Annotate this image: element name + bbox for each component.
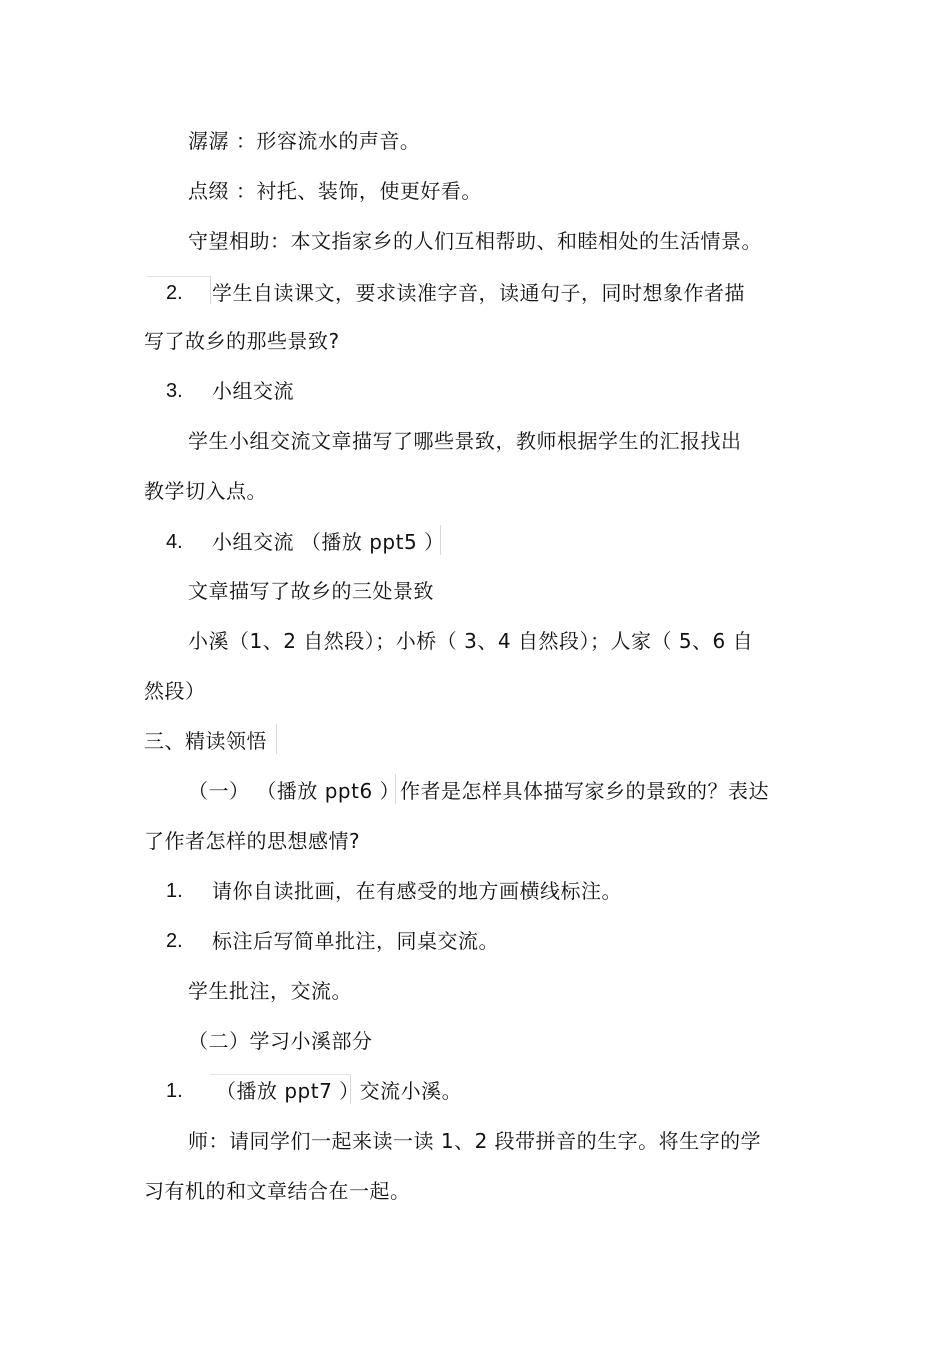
paragraph-line: 教学切入点。	[144, 479, 267, 503]
list-item-text: （播放 ppt7 ）交流小溪。	[216, 1079, 463, 1103]
paragraph-line: 了作者怎样的思想感情?	[144, 829, 361, 853]
list-number: 4.	[166, 531, 183, 553]
subsection-heading: （二）学习小溪部分	[188, 1029, 373, 1053]
paragraph-line: 师：请同学们一起来读一读 1、2 段带拼音的生字。将生字的学	[188, 1129, 762, 1153]
list-item-text: 请你自读批画，在有感受的地方画横线标注。	[212, 879, 622, 903]
list-number: 3.	[166, 380, 183, 402]
table-rule	[146, 276, 210, 277]
table-rule	[350, 1074, 351, 1104]
table-rule	[210, 1074, 350, 1075]
list-number: 1.	[166, 1080, 183, 1102]
paragraph-line: 然段）	[144, 679, 206, 703]
paragraph-line: 文章描写了故乡的三处景致	[188, 579, 434, 603]
paragraph-line: 写了故乡的那些景致?	[144, 329, 340, 353]
table-rule	[210, 276, 211, 304]
list-number: 2.	[166, 282, 183, 304]
paragraph-line: 习有机的和文章结合在一起。	[144, 1179, 411, 1203]
list-number: 2.	[166, 930, 183, 952]
list-item-text: 小组交流	[212, 379, 294, 403]
paragraph-line: 小溪（1、2 自然段）；小桥（ 3、4 自然段）；人家（ 5、6 自	[188, 629, 754, 653]
paragraph-line: 学生批注，交流。	[188, 979, 352, 1003]
list-item-text: 标注后写简单批注，同桌交流。	[212, 929, 499, 953]
list-item-text: 小组交流 （播放 ppt5 ）	[212, 530, 445, 554]
paragraph-line: 学生自读课文，要求读准字音，读通句子，同时想象作者描	[212, 281, 745, 305]
list-number: 1.	[166, 880, 183, 902]
paragraph-line: （一） （播放 ppt6 ）作者是怎样具体描写家乡的景致的？表达	[188, 779, 770, 803]
section-heading: 三、精读领悟	[144, 729, 267, 753]
table-rule	[276, 724, 277, 754]
vocab-line-shouwang: 守望相助：本文指家乡的人们互相帮助、和睦相处的生活情景。	[188, 229, 762, 253]
table-rule	[440, 525, 441, 555]
vocab-line-dianzhui: 点缀 ：衬托、装饰，使更好看。	[188, 179, 482, 203]
vocab-line-chanchan: 潺潺 ：形容流水的声音。	[188, 129, 421, 153]
table-rule	[395, 774, 396, 804]
paragraph-line: 学生小组交流文章描写了哪些景致，教师根据学生的汇报找出	[188, 429, 742, 453]
